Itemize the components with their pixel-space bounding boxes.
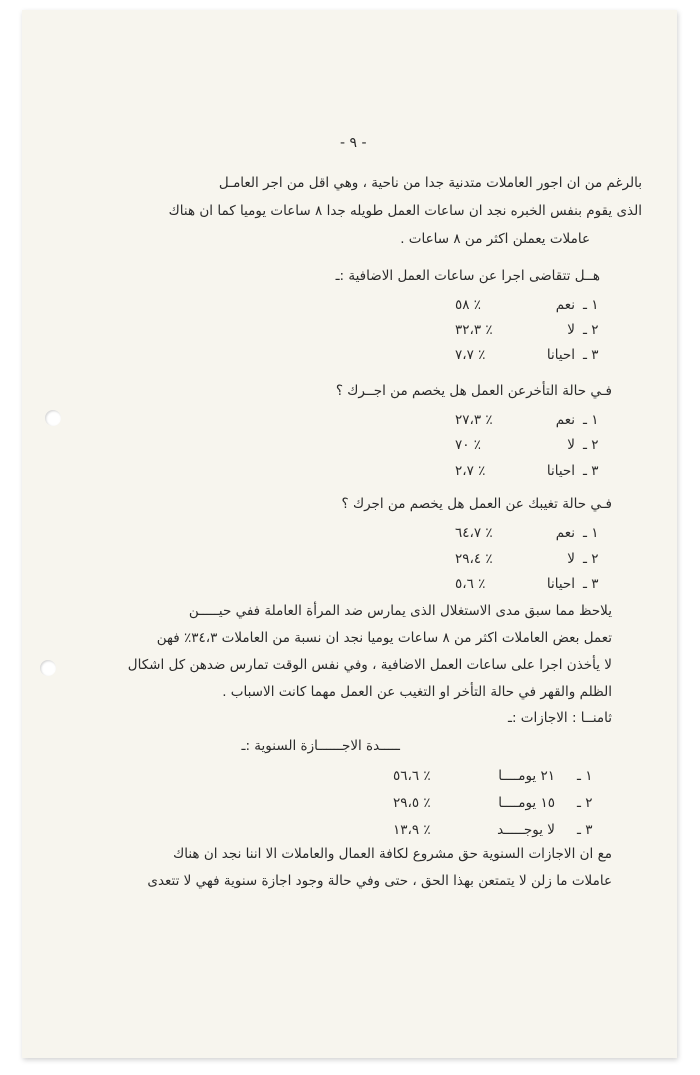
item-value: ٥٦،٦ ٪ [393,768,431,784]
paragraph-1-line-1: بالرغم من ان اجور العاملات متدنية جدا من ناحية ، وهي اقل من اجر العامـل [218,175,642,191]
paragraph-1-line-2: الذى يقوم بنفس الخبره نجد ان ساعات العمل طويله جدا ٨ ساعات يوميا كما ان هناك [168,203,642,219]
q2-item-3 [0,463,700,483]
paragraph-1-line-3: عاملات يعملن اكثر من ٨ ساعات . [400,231,590,247]
q3-item-1 [0,525,700,545]
item-value: ٣٢،٣ ٪ [455,322,493,338]
section-heading: ثامنــا : الاجازات :ـ [507,710,612,726]
item-value: ١٣،٩ ٪ [393,822,431,838]
q3-item-3 [0,576,700,596]
item-label: ١٥ يومــــا [498,795,555,811]
annual-item-1 [0,768,700,788]
item-index: ٣ ـ [583,347,599,363]
item-value: ٢٩،٤ ٪ [455,551,493,567]
item-value: ٢،٧ ٪ [455,463,486,479]
item-label: لا [567,437,575,453]
q2-item-2 [0,437,700,457]
annual-item-2 [0,795,700,815]
item-value: ٧،٧ ٪ [455,347,486,363]
item-value: ٥،٦ ٪ [455,576,486,592]
item-index: ١ ـ [583,525,599,541]
item-label: نعم [555,412,575,428]
paragraph-3-line-1: مع ان الاجازات السنوية حق مشروع لكافة العمال والعاملات الا اننا نجد ان هناك [173,846,612,862]
item-label: احيانا [546,576,575,592]
annual-item-3 [0,822,700,842]
item-index: ٢ ـ [583,551,599,567]
page-number: - ٩ - [340,135,367,151]
item-value: ٦٤،٧ ٪ [455,525,493,541]
q2-item-1 [0,412,700,432]
paragraph-2-line-3: لا يأخذن اجرا على ساعات العمل الاضافية ، وفي نفس الوقت تمارس ضدهن كل اشكال [127,657,612,673]
punch-hole-bottom [40,660,56,676]
annual-leave-title: ـــــدة الاجــــــازة السنوية :ـ [241,738,400,754]
item-index: ٣ ـ [577,822,593,838]
paragraph-2-line-1: يلاحظ مما سبق مدى الاستغلال الذى يمارس ضد المرأة العاملة ففي حيـــــن [188,603,612,619]
question-3-title: فـي حالة تغيبك عن العمل هل يخصم من اجرك ؟ [341,496,612,512]
item-label: لا [567,322,575,338]
item-index: ٣ ـ [583,463,599,479]
q1-item-1 [0,297,700,317]
item-index: ١ ـ [577,768,593,784]
item-label: نعم [555,525,575,541]
item-index: ٢ ـ [577,795,593,811]
item-index: ٢ ـ [583,322,599,338]
item-label: احيانا [546,347,575,363]
paragraph-2-line-2: تعمل بعض العاملات اكثر من ٨ ساعات يوميا نجد ان نسبة من العاملات ٣٤،٣٪ فهن [156,630,612,646]
item-index: ٢ ـ [583,437,599,453]
q1-item-3 [0,347,700,367]
item-index: ٣ ـ [583,576,599,592]
item-value: ٢٧،٣ ٪ [455,412,493,428]
item-value: ٥٨ ٪ [455,297,482,313]
q1-item-2 [0,322,700,342]
item-label: لا يوجـــــد [497,822,555,838]
question-1-title: هــل تتقاضى اجرا عن ساعات العمل الاضافية :ـ [335,268,600,284]
paragraph-2-line-4: الظلم والقهر في حالة التأخر او التغيب عن العمل مهما كانت الاسباب . [222,684,612,700]
item-label: لا [567,551,575,567]
item-label: احيانا [546,463,575,479]
item-label: ٢١ يومــــا [498,768,555,784]
item-label: نعم [555,297,575,313]
paragraph-3-line-2: عاملات ما زلن لا يتمتعن بهذا الحق ، حتى وفي حالة وجود اجازة سنوية فهي لا تتعدى [147,873,612,889]
item-index: ١ ـ [583,412,599,428]
item-value: ٢٩،٥ ٪ [393,795,431,811]
item-value: ٧٠ ٪ [455,437,482,453]
item-index: ١ ـ [583,297,599,313]
question-2-title: فـي حالة التأخرعن العمل هل يخصم من اجــرك ؟ [335,383,612,399]
q3-item-2 [0,551,700,571]
